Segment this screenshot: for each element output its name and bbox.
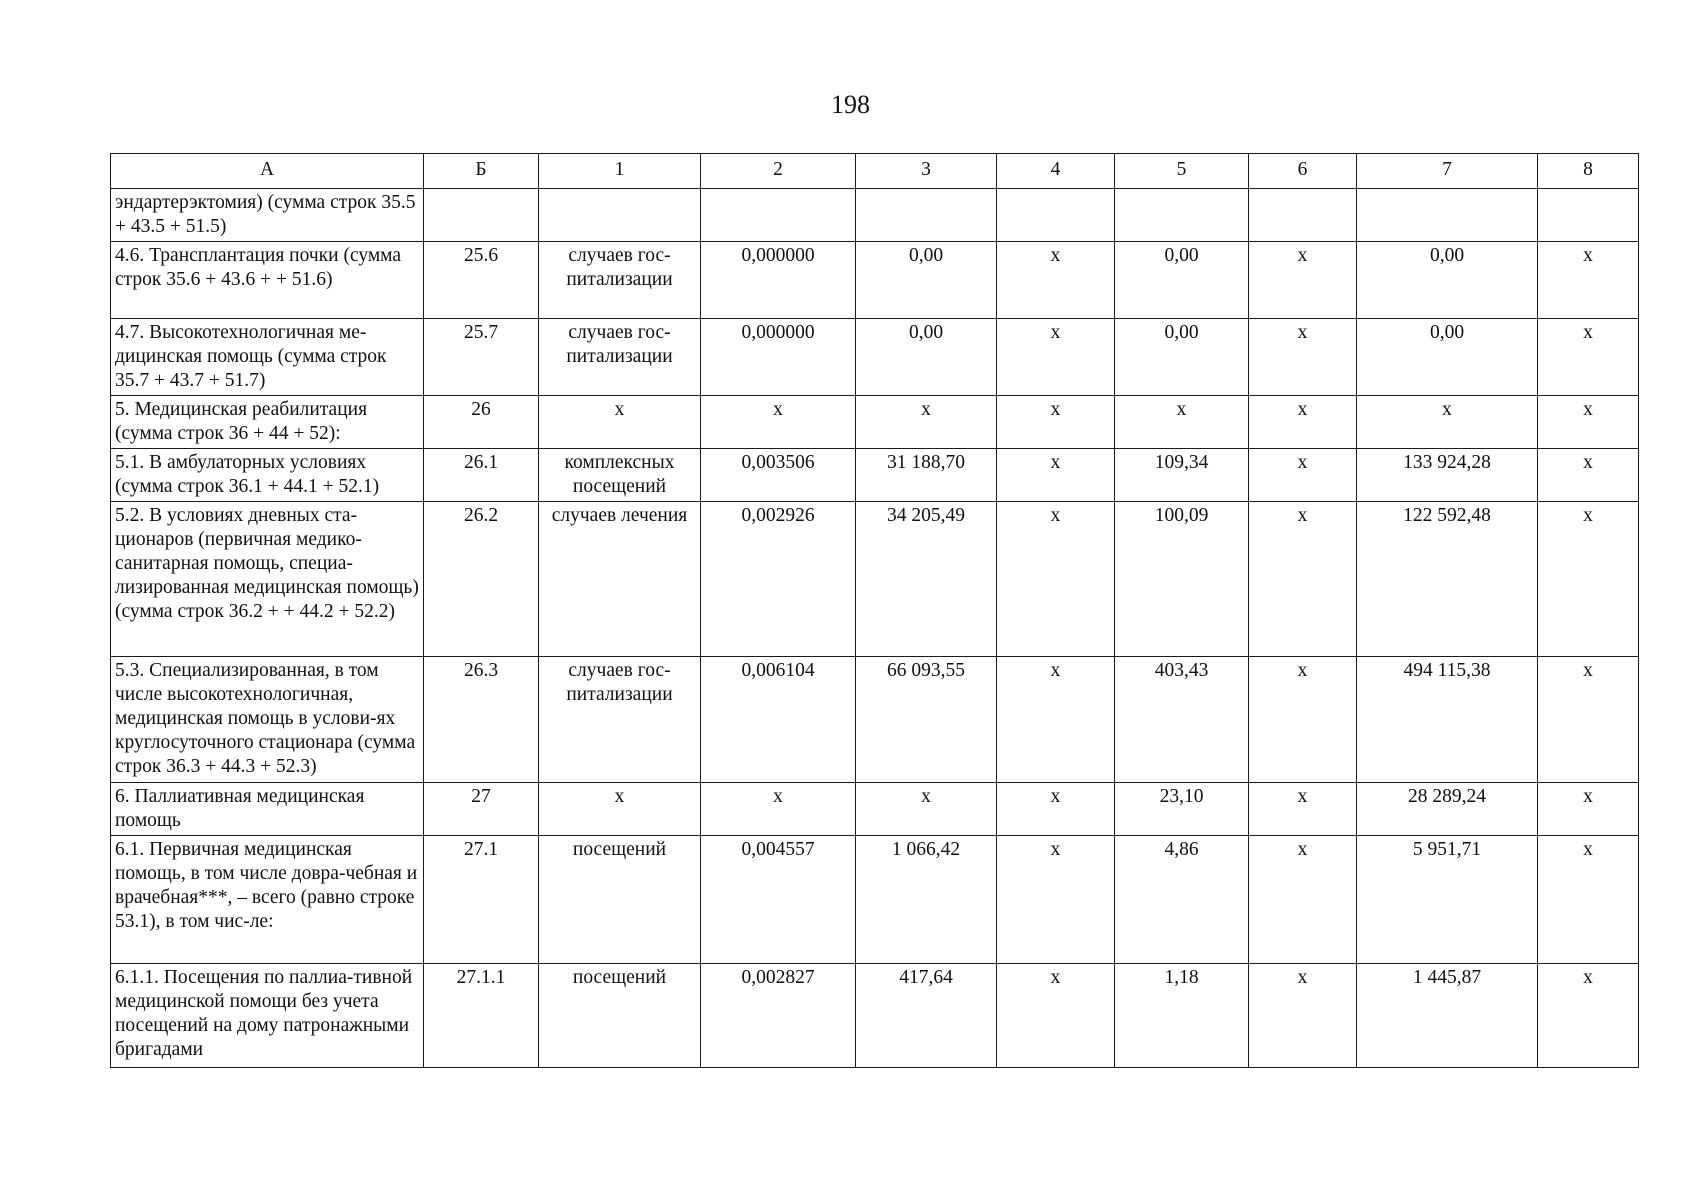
value-cell: 1,18 (1115, 964, 1249, 1068)
row-label-cell: 4.6. Трансплантация почки (сумма строк 35.6 + 43.6 + + 51.6) (111, 242, 424, 319)
value-cell: 122 592,48 (1357, 502, 1538, 657)
row-code-cell (424, 189, 539, 242)
column-header: 1 (539, 154, 701, 189)
value-cell: х (997, 396, 1115, 449)
value-cell: 34 205,49 (856, 502, 997, 657)
value-cell: 100,09 (1115, 502, 1249, 657)
value-cell: 1 066,42 (856, 836, 997, 964)
value-cell: х (997, 657, 1115, 783)
row-code-cell: 26.2 (424, 502, 539, 657)
unit-cell: случаев гос-питализации (539, 319, 701, 396)
value-cell: х (997, 242, 1115, 319)
value-cell: х (1538, 964, 1639, 1068)
row-code-cell: 27 (424, 783, 539, 836)
data-table (110, 153, 1639, 1068)
column-header: Б (424, 154, 539, 189)
value-cell: 0,00 (1115, 319, 1249, 396)
value-cell: 0,00 (1357, 319, 1538, 396)
value-cell: 4,86 (1115, 836, 1249, 964)
row-label-cell: 4.7. Высокотехнологичная ме-дицинская помощь (сумма строк 35.7 + 43.7 + 51.7) (111, 319, 424, 396)
value-cell (1538, 189, 1639, 242)
unit-cell: случаев гос-питализации (539, 242, 701, 319)
value-cell: х (1538, 319, 1639, 396)
row-code-cell: 27.1 (424, 836, 539, 964)
unit-cell: случаев лечения (539, 502, 701, 657)
column-header: 7 (1357, 154, 1538, 189)
value-cell: х (1538, 836, 1639, 964)
row-label-cell: 6. Паллиативная медицинская помощь (111, 783, 424, 836)
value-cell (1357, 189, 1538, 242)
value-cell: х (1249, 783, 1357, 836)
value-cell: х (997, 502, 1115, 657)
value-cell: х (1357, 396, 1538, 449)
value-cell: х (1249, 836, 1357, 964)
value-cell: х (1538, 242, 1639, 319)
row-label-cell: 5.2. В условиях дневных ста-ционаров (первичная медико-санитарная помощь, специа-лизированная медицинская помощь) (сумма строк 36.2 + + 44.2 + 52.2) (111, 502, 424, 657)
value-cell: 0,003506 (701, 449, 856, 502)
row-code-cell: 25.7 (424, 319, 539, 396)
value-cell (997, 189, 1115, 242)
unit-cell: х (539, 783, 701, 836)
value-cell: 494 115,38 (1357, 657, 1538, 783)
value-cell: х (997, 319, 1115, 396)
row-label-cell: 5.3. Специализированная, в том числе высокотехнологичная, медицинская помощь в услови-ях круглосуточного стационара (сумма строк 36.3 + 44.3 + 52.3) (111, 657, 424, 783)
value-cell: х (1538, 396, 1639, 449)
value-cell: х (1249, 657, 1357, 783)
unit-cell: посещений (539, 836, 701, 964)
table-row (111, 242, 1639, 319)
value-cell: х (997, 783, 1115, 836)
value-cell: 1 445,87 (1357, 964, 1538, 1068)
table-row (111, 964, 1639, 1068)
value-cell: 109,34 (1115, 449, 1249, 502)
value-cell: х (997, 964, 1115, 1068)
row-code-cell: 26.1 (424, 449, 539, 502)
column-header: 8 (1538, 154, 1639, 189)
table-row (111, 396, 1639, 449)
value-cell: х (1538, 449, 1639, 502)
unit-cell: случаев гос-питализации (539, 657, 701, 783)
value-cell (1249, 189, 1357, 242)
value-cell: х (1115, 396, 1249, 449)
row-label-cell: 6.1. Первичная медицинская помощь, в том числе довра-чебная и врачебная***, – всего (равно строке 53.1), в том чис-ле: (111, 836, 424, 964)
value-cell: 403,43 (1115, 657, 1249, 783)
value-cell: 0,002827 (701, 964, 856, 1068)
table-row (111, 449, 1639, 502)
value-cell: 0,00 (856, 242, 997, 319)
row-code-cell: 26.3 (424, 657, 539, 783)
value-cell: 28 289,24 (1357, 783, 1538, 836)
unit-cell: х (539, 396, 701, 449)
value-cell: х (1249, 319, 1357, 396)
row-label-cell: 6.1.1. Посещения по паллиа-тивной медицинской помощи без учета посещений на дому патронажными бригадами (111, 964, 424, 1068)
value-cell: 31 188,70 (856, 449, 997, 502)
value-cell: х (1538, 502, 1639, 657)
value-cell: х (856, 396, 997, 449)
column-header: 3 (856, 154, 997, 189)
value-cell (701, 189, 856, 242)
unit-cell (539, 189, 701, 242)
page-number: 198 (831, 90, 870, 119)
value-cell: 5 951,71 (1357, 836, 1538, 964)
value-cell: х (701, 783, 856, 836)
value-cell: 133 924,28 (1357, 449, 1538, 502)
value-cell: х (997, 836, 1115, 964)
value-cell: 0,00 (1357, 242, 1538, 319)
value-cell: 417,64 (856, 964, 997, 1068)
value-cell: 0,00 (1115, 242, 1249, 319)
value-cell: 0,000000 (701, 319, 856, 396)
table-row (111, 836, 1639, 964)
table-row (111, 502, 1639, 657)
column-header: 6 (1249, 154, 1357, 189)
row-code-cell: 25.6 (424, 242, 539, 319)
table-row (111, 319, 1639, 396)
unit-cell: комплексных посещений (539, 449, 701, 502)
row-code-cell: 26 (424, 396, 539, 449)
value-cell: х (1249, 502, 1357, 657)
table-row (111, 189, 1639, 242)
column-header: 5 (1115, 154, 1249, 189)
value-cell: 0,000000 (701, 242, 856, 319)
table-row (111, 783, 1639, 836)
value-cell: 23,10 (1115, 783, 1249, 836)
value-cell: х (1249, 449, 1357, 502)
value-cell: 0,006104 (701, 657, 856, 783)
value-cell: 0,002926 (701, 502, 856, 657)
value-cell: х (1249, 242, 1357, 319)
value-cell (1115, 189, 1249, 242)
value-cell: х (1538, 657, 1639, 783)
value-cell: х (701, 396, 856, 449)
row-label-cell: эндартерэктомия) (сумма строк 35.5 + 43.5 + 51.5) (111, 189, 424, 242)
unit-cell: посещений (539, 964, 701, 1068)
value-cell (856, 189, 997, 242)
row-label-cell: 5. Медицинская реабилитация (сумма строк 36 + 44 + 52): (111, 396, 424, 449)
value-cell: 0,00 (856, 319, 997, 396)
header-row (111, 154, 1639, 189)
value-cell: х (1538, 783, 1639, 836)
value-cell: 66 093,55 (856, 657, 997, 783)
row-label-cell: 5.1. В амбулаторных условиях (сумма строк 36.1 + 44.1 + 52.1) (111, 449, 424, 502)
row-code-cell: 27.1.1 (424, 964, 539, 1068)
table-row (111, 657, 1639, 783)
column-header: А (111, 154, 424, 189)
value-cell: х (997, 449, 1115, 502)
value-cell: х (1249, 396, 1357, 449)
value-cell: х (1249, 964, 1357, 1068)
value-cell: 0,004557 (701, 836, 856, 964)
column-header: 4 (997, 154, 1115, 189)
column-header: 2 (701, 154, 856, 189)
value-cell: х (856, 783, 997, 836)
